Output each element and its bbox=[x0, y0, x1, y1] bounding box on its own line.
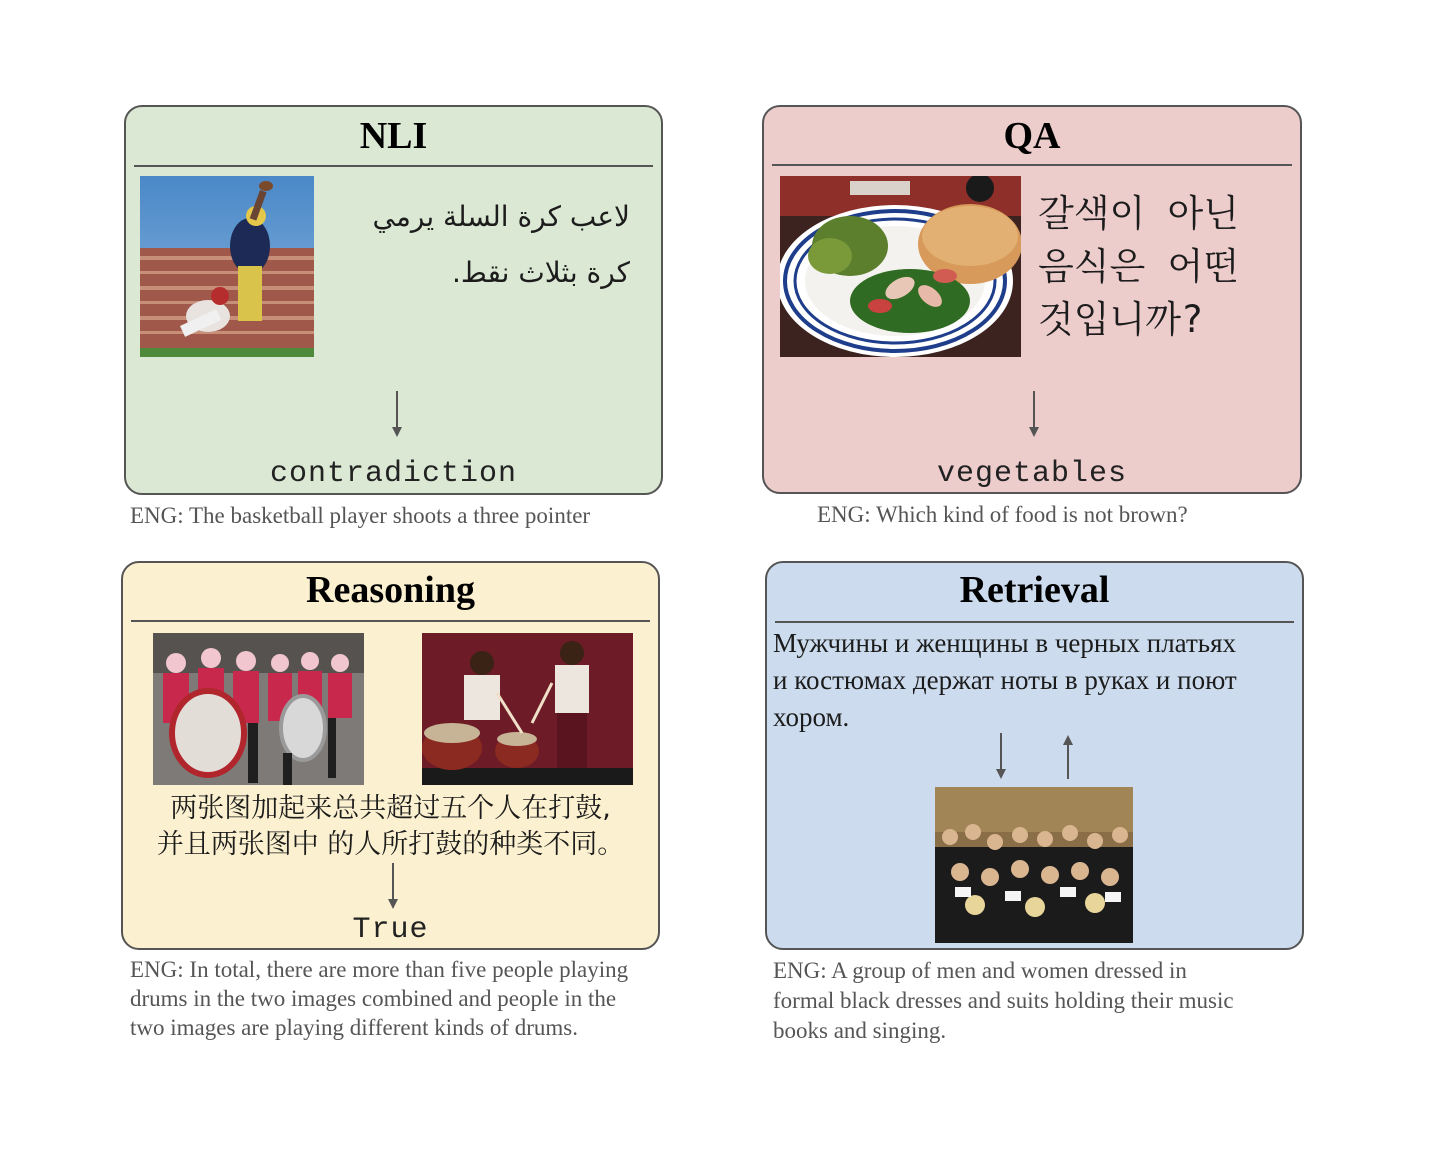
qa-title: QA bbox=[1003, 115, 1061, 157]
reasoning-title-divider bbox=[131, 620, 650, 622]
retrieval-russian-text-line: хором. bbox=[773, 702, 850, 732]
retrieval-title-divider bbox=[775, 621, 1294, 623]
retrieval-russian-text-line: Мужчины и женщины в черных платьях bbox=[773, 628, 1236, 658]
nli-title: NLI bbox=[359, 115, 428, 157]
retrieval-title: Retrieval bbox=[959, 569, 1110, 611]
qa-title-divider bbox=[772, 164, 1292, 166]
nli-caption: ENG: The basketball player shoots a three pointer bbox=[130, 503, 591, 528]
nli-title-divider bbox=[134, 165, 653, 167]
nli-arabic-text: لاعب كرة السلة يرمي كرة بثلاث نقط. bbox=[372, 200, 630, 289]
qa-korean-text: 갈색이 아닌 음식은 어떤 것입니까? bbox=[1038, 192, 1239, 341]
retrieval-panel bbox=[765, 561, 1304, 950]
qa-panel bbox=[762, 105, 1302, 494]
arrow-up-icon bbox=[1058, 733, 1078, 781]
nli-panel bbox=[124, 105, 663, 495]
qa-caption: ENG: Which kind of food is not brown? bbox=[817, 502, 1188, 527]
reasoning-panel bbox=[121, 561, 660, 950]
arrow-down-icon bbox=[1024, 391, 1044, 439]
nli-football-photo bbox=[140, 176, 314, 357]
reasoning-caption-line: drums in the two images combined and people in the bbox=[130, 986, 617, 1011]
reasoning-drum-parade-photo bbox=[153, 633, 364, 785]
retrieval-caption-line: formal black dresses and suits holding their music bbox=[773, 988, 1234, 1013]
reasoning-caption-line: ENG: In total, there are more than five people playing bbox=[130, 957, 629, 982]
arrow-down-icon bbox=[991, 733, 1011, 781]
reasoning-answer: True bbox=[352, 913, 429, 947]
reasoning-taiko-photo bbox=[422, 633, 633, 785]
arrow-down-icon bbox=[387, 391, 407, 439]
reasoning-caption-line: two images are playing different kinds of drums. bbox=[130, 1015, 578, 1040]
reasoning-title: Reasoning bbox=[306, 569, 475, 611]
qa-food-photo bbox=[780, 176, 1021, 357]
nli-answer: contradiction bbox=[269, 457, 518, 491]
reasoning-chinese-text-line2: 并且两张图中 的人所打鼓的种类不同。 bbox=[156, 829, 625, 860]
retrieval-caption-line: books and singing. bbox=[773, 1018, 947, 1043]
retrieval-caption-line: ENG: A group of men and women dressed in bbox=[773, 958, 1187, 983]
retrieval-choir-photo bbox=[935, 787, 1133, 943]
reasoning-chinese-text-line1: 两张图加起来总共超过五个人在打鼓, bbox=[170, 793, 611, 824]
retrieval-russian-text-line: и костюмах держат ноты в руках и поют bbox=[773, 665, 1237, 695]
qa-answer: vegetables bbox=[936, 457, 1128, 491]
arrow-down-icon bbox=[383, 863, 403, 911]
